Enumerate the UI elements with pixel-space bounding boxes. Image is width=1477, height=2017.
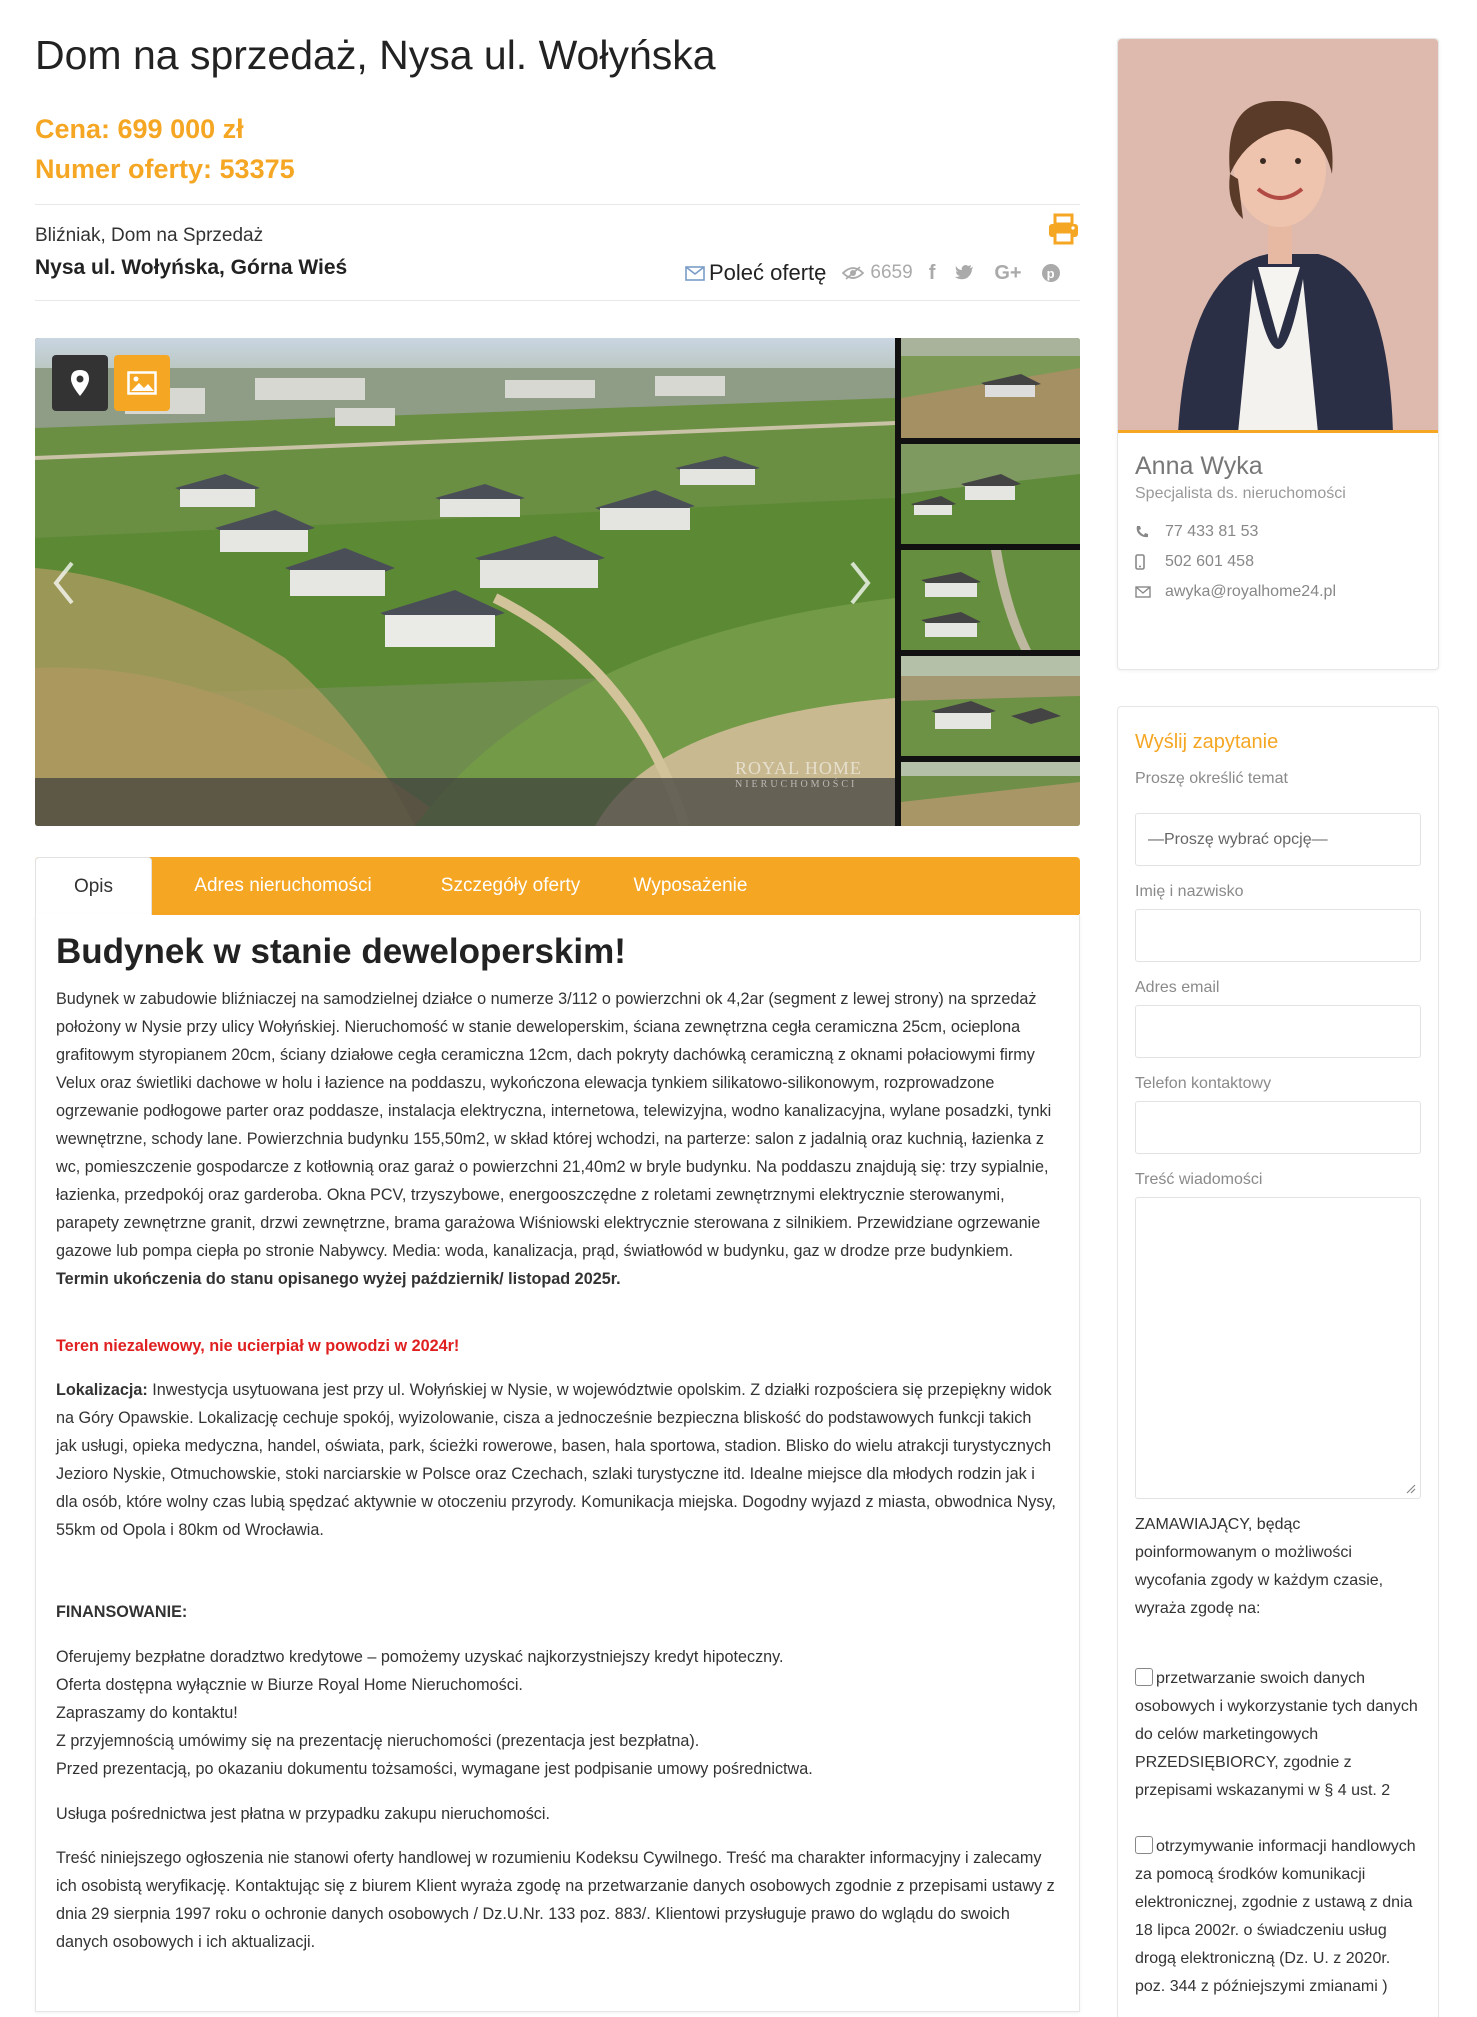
message-label: Treść wiadomości xyxy=(1135,1171,1263,1188)
email-label: Adres email xyxy=(1135,979,1220,996)
map-button[interactable] xyxy=(52,355,108,411)
page-title: Dom na sprzedaż, Nysa ul. Wołyńska xyxy=(35,32,716,78)
consent-intro: ZAMAWIAJĄCY, będąc poinformowanym o możliwości wycofania zgody w każdym czasie, wyraża zgodę na: xyxy=(1135,1516,1384,1617)
agent-photo xyxy=(1118,39,1438,433)
tab-bar xyxy=(35,857,1080,915)
tab-opis[interactable]: Opis xyxy=(35,857,152,915)
price: Cena: 699 000 zł xyxy=(35,114,244,144)
flood-note: Teren niezalewowy, nie ucierpiał w powodzi w 2024r! xyxy=(56,1337,460,1355)
offer-number: Numer oferty: 53375 xyxy=(35,154,295,184)
phone-input[interactable] xyxy=(1135,1101,1421,1154)
financing-line: Oferta dostępna wyłącznie w Biurze Royal Home Nieruchomości. xyxy=(56,1676,523,1694)
tab-adres-nieruchomosci[interactable]: Adres nieruchomości xyxy=(194,875,372,896)
pinterest-icon[interactable]: p xyxy=(1042,264,1060,282)
photo-gallery[interactable] xyxy=(35,338,1080,826)
agent-role: Specjalista ds. nieruchomości xyxy=(1135,485,1346,502)
form-title: Wyślij zapytanie xyxy=(1135,731,1279,753)
google-plus-icon[interactable]: G+ xyxy=(994,261,1022,284)
fee-note: Usługa pośrednictwa jest płatna w przypadku zakupu nieruchomości. xyxy=(56,1805,550,1823)
main-photo[interactable] xyxy=(35,338,895,826)
property-type: Bliźniak, Dom na Sprzedaż xyxy=(35,225,264,246)
thumbnail-strip xyxy=(901,338,1080,826)
agent-card xyxy=(1117,38,1439,670)
tab-wyposazenie[interactable]: Wyposażenie xyxy=(633,875,748,896)
consent-electronic: otrzymywanie informacji handlowych za pomocą środków komunikacji elektronicznej, zgodnie z ustawą z dnia 18 lipca 2002r. o świadczeniu usług drogą elektroniczną (Dz. U. z 2020r. poz. 344 z późniejszymi zmianami ) xyxy=(1135,1838,1416,1995)
chevron-right-icon xyxy=(848,561,872,605)
thumbnail[interactable] xyxy=(901,550,1080,650)
print-icon[interactable] xyxy=(1047,213,1080,245)
view-counter xyxy=(842,262,912,284)
email-input[interactable] xyxy=(1135,1005,1421,1058)
agent-email[interactable]: awyka@royalhome24.pl xyxy=(1135,581,1336,603)
thumbnail[interactable] xyxy=(901,338,1080,438)
consent-marketing: przetwarzanie swoich danych osobowych i wykorzystanie tych danych do celów marketingowych PRZEDSIĘBIORCY, zgodnie z przepisami wskazanymi w § 4 ust. 2 xyxy=(1135,1670,1418,1799)
envelope-icon xyxy=(1135,586,1165,598)
share-actions xyxy=(685,258,1060,288)
tab-szczegoly-oferty[interactable]: Szczegóły oferty xyxy=(440,875,581,896)
views-count: 6659 xyxy=(870,262,913,283)
facebook-icon[interactable]: f xyxy=(928,261,936,284)
phone-icon xyxy=(1135,525,1165,539)
property-address: Nysa ul. Wołyńska, Górna Wieś xyxy=(35,256,348,279)
thumbnail[interactable] xyxy=(901,444,1080,544)
agent-name: Anna Wyka xyxy=(1135,452,1263,480)
thumbnail[interactable] xyxy=(901,656,1080,756)
legal-note: Treść niniejszego ogłoszenia nie stanowi oferty handlowej w rozumieniu Kodeksu Cywilnego. Treść ma charakter informacyjny i zalecamy ich osobistą weryfikację. Kontaktując się z biurem Klient wyraża zgodę na przetwarzanie danych osobowych zgodnie z przepisami ustawy z dnia 29 sierpnia 1997 roku o ochronie danych osobowych / Dz.U.Nr. 133 poz. 883/. Klientowi przysługuje prawo do wglądu do swoich danych osobowych i ich aktualizacji. xyxy=(56,1849,1055,1951)
financing-line: Oferujemy bezpłatne doradztwo kredytowe – pomożemy uzyskać najkorzystniejszy kredyt hipoteczny. xyxy=(56,1648,784,1666)
social-links xyxy=(929,262,1060,285)
description-paragraph: Budynek w zabudowie bliźniaczej na samodzielnej działce o numerze 3/112 o powierzchni ok 4,2ar (segment z lewej strony) na sprzedaż położony w Nysie przy ulicy Wołyńskiej. Nieruchomość w stanie deweloperskim, ściana zewnętrzna cegła ceramiczna 25cm, ocieplona grafitowym styropianem 20cm, ściany działowe cegła ceramiczna 12cm, dach pokryty dachówką ceramiczną z oknami połaciowymi firmy Velux oraz świetliki dachowe w holu i łazience na poddaszu, wykończona elewacja tynkiem silikatowo-silikonowym, rozprowadzone ogrzewanie podłogowe parter oraz poddasze, instalacja elektryczna, internetowa, telewizyjna, wodno kanalizacyjna, wylane posadzki, tynki wewnętrzne, schody lane. Powierzchnia budynku 155,50m2, w skład której wchodzi, na parterze: salon z jadalnią oraz kuchnią, łazienka z wc, pomieszczenie gospodarcze z kotłownią oraz garaż o powierzchni 21,40m2 w bryle budynku. Na poddaszu znajdują się: trzy sypialnie, łazienka, przedpokój oraz garderoba. Okna PCV, trzyszybowe, energooszczędne z roletami zewnętrznymi elektrycznie sterowanymi, parapety zewnętrzne granit, drzwi zewnętrzne, brama garażowa Wiśniowski elektrycznie sterowana z silnikiem. Przewidziane ogrzewanie gazowe lub pompa ciepła po stronie Nabywcy. Media: woda, kanalizacja, prąd, światłowód w budynku, gaz w drodze prze budynkiem. Termin ukończenia do stanu opisanego wyżej październik/ listopad 2025r. xyxy=(56,990,1052,1288)
recommend-offer-button[interactable] xyxy=(685,260,826,286)
consent-marketing-checkbox[interactable] xyxy=(1135,1668,1153,1686)
agent-phone-landline[interactable]: 77 433 81 53 xyxy=(1135,521,1258,543)
mail-icon xyxy=(685,266,705,281)
financing-line: Przed prezentacją, po okazaniu dokumentu tożsamości, wymagane jest podpisanie umowy pośrednictwa. xyxy=(56,1760,813,1778)
description-heading: Budynek w stanie deweloperskim! xyxy=(56,932,626,971)
topic-select[interactable]: —Proszę wybrać opcję— xyxy=(1135,813,1421,866)
watermark: ROYAL HOME NIERUCHOMOŚCI xyxy=(735,758,862,790)
prev-photo-button[interactable] xyxy=(49,558,79,608)
financing-line: Zapraszamy do kontaktu! xyxy=(56,1704,238,1722)
map-pin-icon xyxy=(71,370,89,396)
agent-phone-mobile[interactable]: 502 601 458 xyxy=(1135,551,1254,573)
consent-electronic-checkbox[interactable] xyxy=(1135,1836,1153,1854)
image-icon xyxy=(127,371,157,395)
eye-icon xyxy=(842,266,864,280)
mobile-phone-icon xyxy=(1135,554,1165,570)
resize-handle-icon[interactable] xyxy=(1404,1482,1416,1494)
recommend-label: Poleć ofertę xyxy=(709,260,827,285)
name-input[interactable] xyxy=(1135,909,1421,962)
location-paragraph: Lokalizacja: Inwestycja usytuowana jest przy ul. Wołyńskiej w Nysie, w województwie opolskim. Z działki rozpościera się przepiękny widok na Góry Opawskie. Lokalizację cechuje spokój, wyizolowanie, cisza a jednocześnie bezpieczna bliskość do podstawowych funkcji takich jak usługi, opieka medyczna, handel, oświata, park, ścieżki rowerowe, basen, hala sportowa, stadion. Blisko do wielu atrakcji turystycznych Jezioro Nyskie, Otmuchowskie, stoki narciarskie w Polsce oraz Czechach, szlaki turystyczne itd. Idealne miejsce dla młodych rodzin jak i dla osób, które wolny czas lubią spędzać aktywnie w otoczeniu przyrody. Komunikacja miejska. Dogodny wyjazd z miasta, obwodnica Nysy, 55km od Opola i 80km od Wrocławia. xyxy=(56,1381,1056,1539)
twitter-icon[interactable] xyxy=(955,265,974,281)
chevron-left-icon xyxy=(52,561,76,605)
topic-label: Proszę określić temat xyxy=(1135,770,1288,787)
next-photo-button[interactable] xyxy=(845,558,875,608)
financing-list xyxy=(56,1643,1056,1783)
description-panel xyxy=(35,914,1080,2012)
divider xyxy=(35,204,1080,205)
inquiry-form xyxy=(1117,706,1439,2017)
divider xyxy=(35,300,1080,301)
phone-label: Telefon kontaktowy xyxy=(1135,1075,1272,1092)
message-textarea[interactable] xyxy=(1135,1197,1421,1499)
gallery-button[interactable] xyxy=(114,355,170,411)
thumbnail[interactable] xyxy=(901,762,1080,826)
financing-heading: FINANSOWANIE: xyxy=(56,1603,188,1621)
name-label: Imię i nazwisko xyxy=(1135,883,1244,900)
financing-line: Z przyjemnością umówimy się na prezentację nieruchomości (prezentacja jest bezpłatna). xyxy=(56,1732,700,1750)
